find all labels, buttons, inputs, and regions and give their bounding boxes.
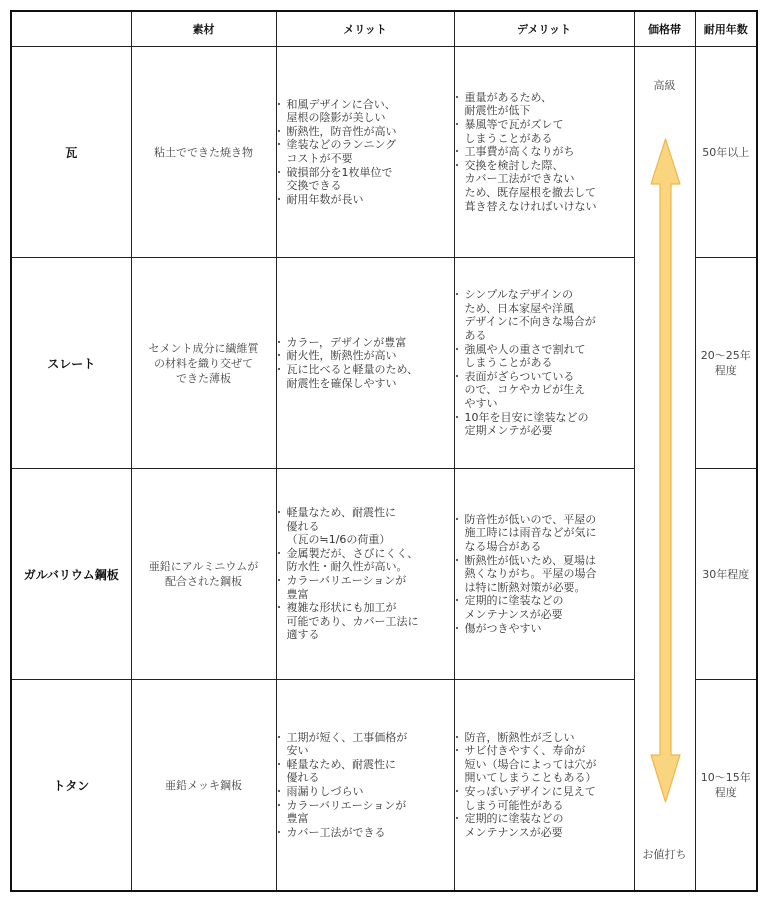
- row-merits: [276, 258, 454, 469]
- merit-item: ・ 軽量なため、耐震性に 優れる （瓦の≒1/6の荷重）: [277, 506, 454, 547]
- demerit-item: ・ 安っぽいデザインに見えて しまう可能性がある: [455, 785, 634, 812]
- header-durability: 耐用年数: [695, 11, 757, 47]
- merit-item: ・ 破損部分を1枚単位で 交換できる: [277, 166, 454, 193]
- price-high-label: 高級: [653, 79, 676, 92]
- demerit-item: ・ 重量があるため、 耐震性が低下: [455, 91, 634, 118]
- row-durability: 50年以上: [695, 47, 757, 258]
- header-demerits: デメリット: [454, 11, 634, 47]
- merit-item: ・ 工期が短く、工事価格が 安い: [277, 731, 454, 758]
- price-low-label: お値打ち: [642, 848, 687, 861]
- demerit-item: ・ 暴風等で瓦がズレて しまうことがある: [455, 118, 634, 145]
- demerit-item: ・ 10年を目安に塗装などの 定期メンテが必要: [455, 411, 634, 438]
- merit-item: ・ カラーバリエーションが 豊富: [277, 799, 454, 826]
- demerit-item: ・ シンプルなデザインの ため、日本家屋や洋風 デザインに不向きな場合が ある: [455, 288, 634, 342]
- row-name: スレート: [11, 258, 131, 469]
- row-material: 亜鉛にアルミニウムが 配合された鋼板: [131, 469, 276, 680]
- merit-item: ・ カラーバリエーションが 豊富: [277, 574, 454, 601]
- demerit-item: ・ 防音，断熱性が乏しい: [455, 731, 634, 745]
- price-band-column: [634, 47, 695, 892]
- merit-item: ・ 雨漏りしづらい: [277, 785, 454, 799]
- row-name: 瓦: [11, 47, 131, 258]
- demerit-item: ・ 定期的に塗装などの メンテナンスが必要: [455, 812, 634, 839]
- demerit-item: ・ 工事費が高くなりがち: [455, 145, 634, 159]
- row-durability: 20～25年 程度: [695, 258, 757, 469]
- merit-item: ・ 和風デザインに合い、 屋根の陰影が美しい: [277, 98, 454, 125]
- row-merits: [276, 469, 454, 680]
- row-name: トタン: [11, 680, 131, 892]
- roof-material-comparison-table: [10, 10, 758, 892]
- merit-item: ・ 耐火性，断熱性が高い: [277, 349, 454, 363]
- header-material: 素材: [131, 11, 276, 47]
- header-row: [11, 11, 757, 47]
- row-merits: [276, 680, 454, 892]
- price-range-arrow-icon: [635, 47, 696, 889]
- header-price-band: 価格帯: [634, 11, 695, 47]
- row-material: セメント成分に繊維質 の材料を織り交ぜて できた薄板: [131, 258, 276, 469]
- row-demerits: [454, 469, 634, 680]
- row-demerits: [454, 47, 634, 258]
- demerit-item: ・ 強風や人の重さで割れて しまうことがある: [455, 343, 634, 370]
- header-merits: メリット: [276, 11, 454, 47]
- merit-item: ・ 複雑な形状にも加工が 可能であり、カバー工法に 適する: [277, 601, 454, 642]
- demerit-item: ・ サビ付きやすく、寿命が 短い（場合によっては穴が 開いてしまうこともある）: [455, 744, 634, 785]
- row-demerits: [454, 258, 634, 469]
- demerit-item: ・ 防音性が低いので、平屋の 施工時には雨音などが気に なる場合がある: [455, 513, 634, 554]
- row-name: ガルバリウム鋼板: [11, 469, 131, 680]
- merit-item: ・ 軽量なため、耐震性に 優れる: [277, 758, 454, 785]
- row-material: 亜鉛メッキ鋼板: [131, 680, 276, 892]
- merit-item: ・ カラー，デザインが豊富: [277, 336, 454, 350]
- row-merits: [276, 47, 454, 258]
- merit-item: ・ 金属製だが、さびにくく、 防水性・耐久性が高い。: [277, 547, 454, 574]
- header-corner: [11, 11, 131, 47]
- merit-item: ・ 耐用年数が長い: [277, 193, 454, 207]
- merit-item: ・ カバー工法ができる: [277, 826, 454, 840]
- merit-item: ・ 塗装などのランニング コストが不要: [277, 138, 454, 165]
- table-row: [11, 47, 757, 258]
- demerit-item: ・ 傷がつきやすい: [455, 622, 634, 636]
- demerit-item: ・ 表面がざらついている ので、コケやカビが生え やすい: [455, 370, 634, 411]
- row-material: 粘土でできた焼き物: [131, 47, 276, 258]
- demerit-item: ・ 断熱性が低いため、夏場は 熱くなりがち。平屋の場合 は特に断熱対策が必要。: [455, 554, 634, 595]
- row-demerits: [454, 680, 634, 892]
- merit-item: ・ 断熱性，防音性が高い: [277, 125, 454, 139]
- demerit-item: ・ 定期的に塗装などの メンテナンスが必要: [455, 594, 634, 621]
- row-durability: 30年程度: [695, 469, 757, 680]
- merit-item: ・ 瓦に比べると軽量のため、 耐震性を確保しやすい: [277, 363, 454, 390]
- demerit-item: ・ 交換を検討した際、 カバー工法ができない ため、既存屋根を撤去して 葺き替えなければいけない: [455, 159, 634, 213]
- row-durability: 10～15年 程度: [695, 680, 757, 892]
